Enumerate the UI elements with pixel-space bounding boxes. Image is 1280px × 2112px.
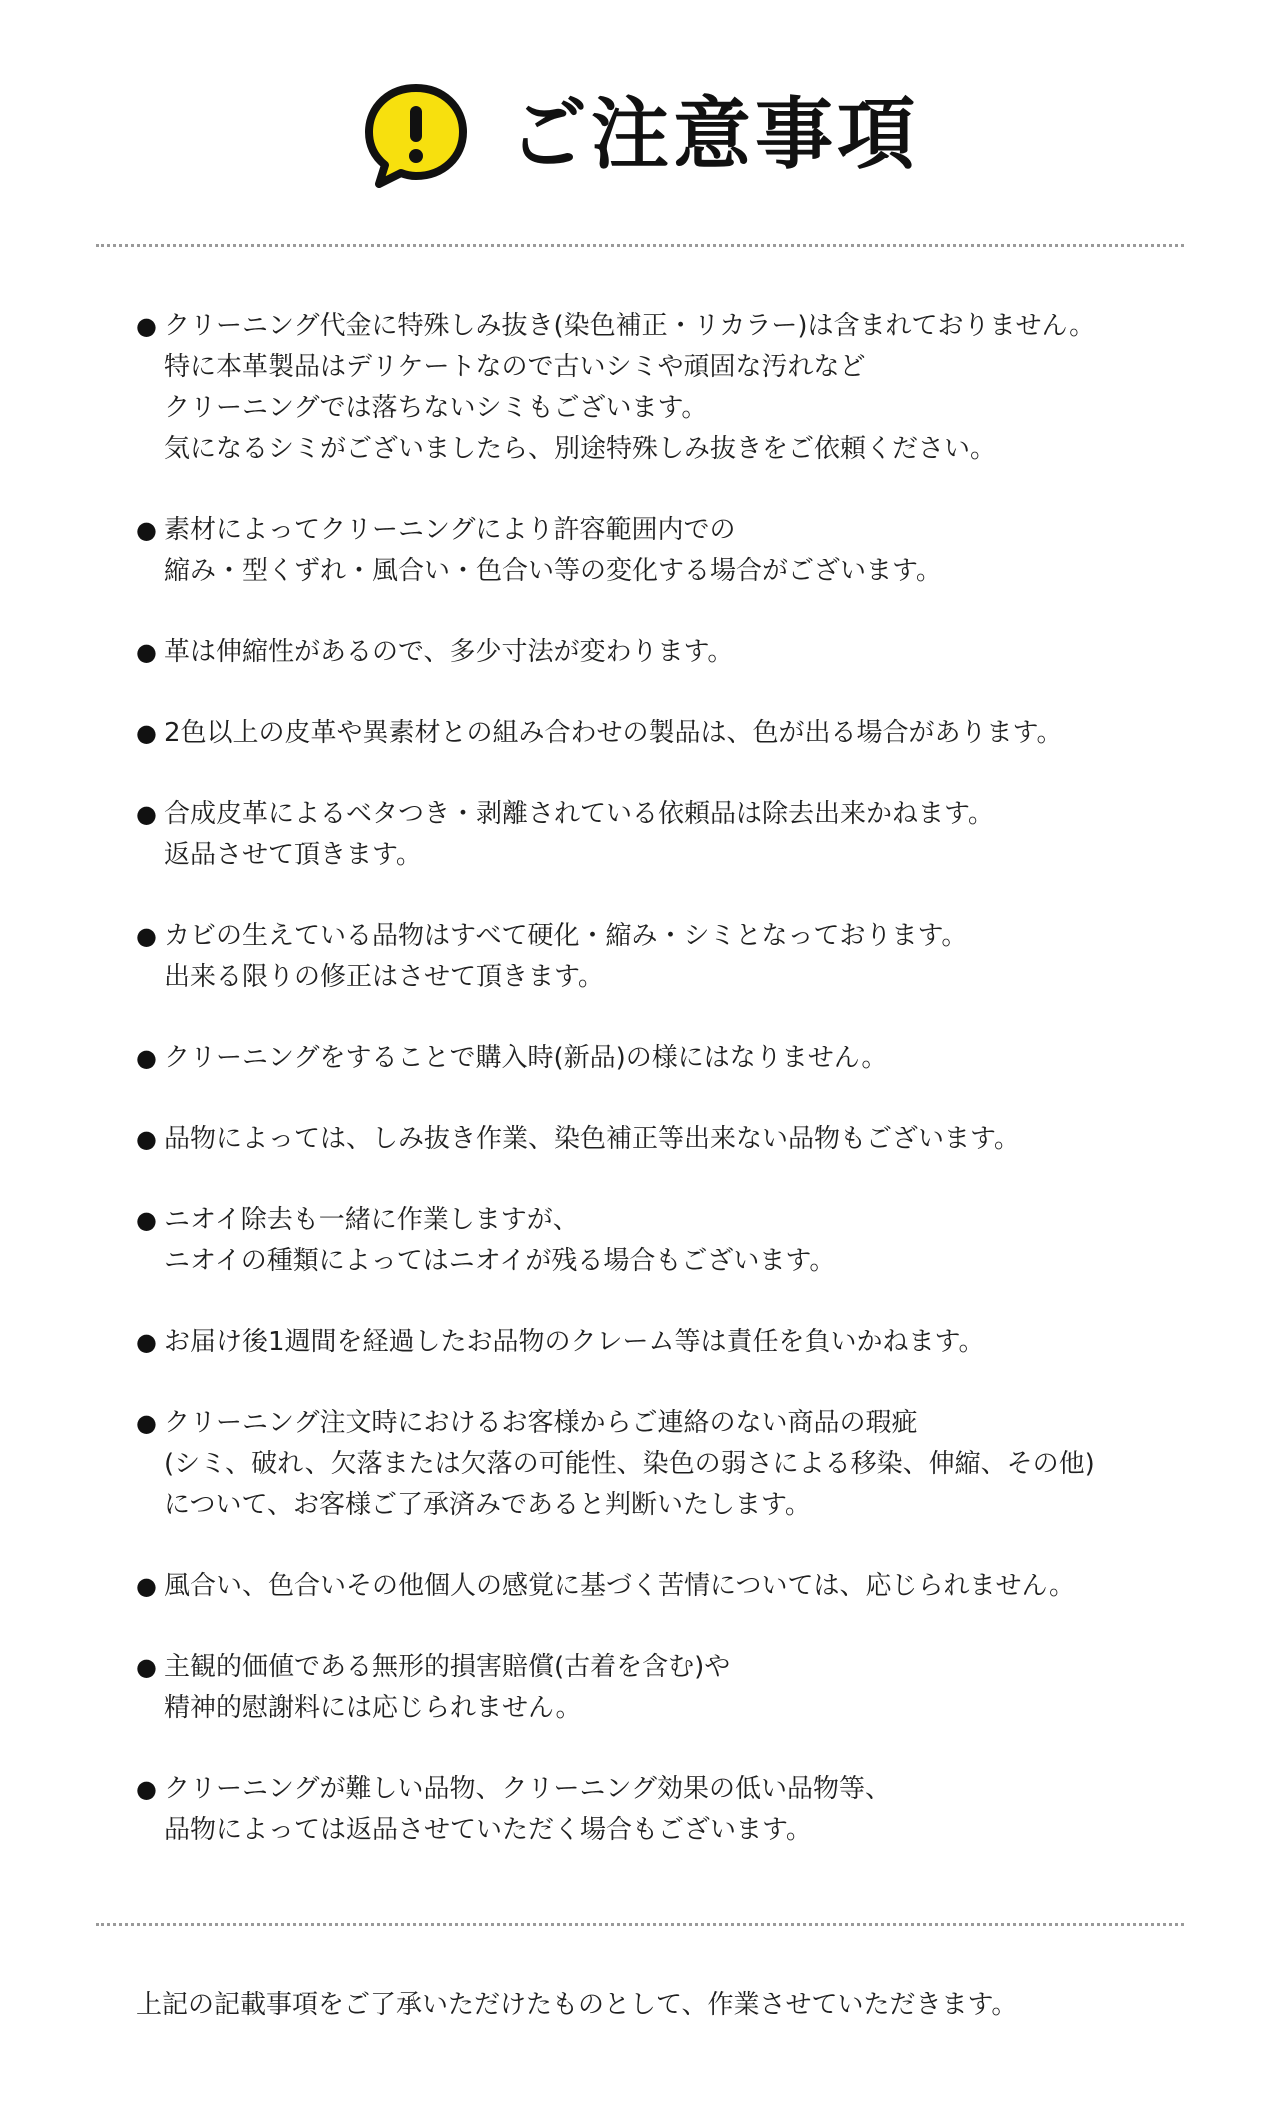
bullet-icon: ● (136, 719, 157, 747)
notice-text (164, 794, 1196, 876)
notice-line: 品物によっては、しみ抜き作業、染色補正等出来ない品物もございます。 (164, 1124, 1020, 1154)
bullet-icon: ● (136, 1125, 157, 1153)
notice-item (136, 1566, 1196, 1607)
page-header (0, 70, 1280, 200)
notice-list (136, 306, 1196, 1891)
bullet-icon: ● (136, 1206, 157, 1234)
bullet-icon: ● (136, 1409, 157, 1437)
notice-text (164, 632, 1196, 673)
notice-item (136, 1647, 1196, 1729)
notice-line: 合成皮革によるベタつき・剥離されている依頼品は除去出来かねます。 (164, 799, 994, 829)
bullet-icon: ● (136, 922, 157, 950)
notice-line: 主観的価値である無形的損害賠償(古着を含む)や (164, 1652, 731, 1682)
footer-note: 上記の記載事項をご了承いただけたものとして、作業させていただきます。 (136, 1990, 1018, 2020)
notice-item (136, 713, 1196, 754)
notice-text (164, 916, 1196, 998)
notice-line: クリーニングが難しい品物、クリーニング効果の低い品物等、 (164, 1774, 891, 1804)
bullet-icon: ● (136, 1572, 157, 1600)
notice-line: 特に本革製品はデリケートなので古いシミや頑固な汚れなど (164, 352, 866, 382)
notice-text (164, 1403, 1196, 1526)
notice-line: クリーニングをすることで購入時(新品)の様にはなりません。 (164, 1043, 888, 1073)
notice-line: 精神的慰謝料には応じられません。 (164, 1693, 582, 1723)
bullet-icon: ● (136, 1775, 157, 1803)
notice-line: 返品させて頂きます。 (164, 840, 422, 870)
notice-item (136, 1769, 1196, 1851)
notice-text (164, 1119, 1196, 1160)
notice-text (164, 1566, 1196, 1607)
notice-line: クリーニング注文時におけるお客様からご連絡のない商品の瑕疵 (164, 1408, 918, 1438)
notice-line: クリーニングでは落ちないシミもございます。 (164, 393, 708, 423)
notice-item (136, 1403, 1196, 1526)
notice-line: (シミ、破れ、欠落または欠落の可能性、染色の弱さによる移染、伸縮、その他) (164, 1449, 1095, 1479)
bullet-icon: ● (136, 312, 157, 340)
notice-line: について、お客様ご了承済みであると判断いたします。 (164, 1490, 811, 1520)
notice-text (164, 510, 1196, 592)
notice-item (136, 1322, 1196, 1363)
notice-line: 品物によっては返品させていただく場合もございます。 (164, 1815, 812, 1845)
notice-item (136, 510, 1196, 592)
notice-line: 出来る限りの修正はさせて頂きます。 (164, 962, 604, 992)
notice-line: 縮み・型くずれ・風合い・色合い等の変化する場合がございます。 (164, 556, 942, 586)
bullet-icon: ● (136, 800, 157, 828)
page-title: ご注意事項 (508, 90, 919, 180)
notice-text (164, 1200, 1196, 1282)
bullet-icon: ● (136, 1044, 157, 1072)
notice-line: クリーニング代金に特殊しみ抜き(染色補正・リカラー)は含まれておりません。 (164, 311, 1096, 341)
top-divider (96, 244, 1184, 247)
exclamation-speech-bubble-icon (361, 80, 471, 190)
notice-line: カビの生えている品物はすべて硬化・縮み・シミとなっております。 (164, 921, 968, 951)
notice-line: 革は伸縮性があるので、多少寸法が変わります。 (164, 637, 734, 667)
notice-text (164, 1322, 1196, 1363)
notice-line: ニオイの種類によってはニオイが残る場合もございます。 (164, 1246, 836, 1276)
bullet-icon: ● (136, 516, 157, 544)
notice-text (164, 1769, 1196, 1851)
notice-item (136, 916, 1196, 998)
notice-text (164, 1647, 1196, 1729)
notice-line: 気になるシミがございましたら、別途特殊しみ抜きをご依頼ください。 (164, 434, 997, 464)
bullet-icon: ● (136, 1653, 157, 1681)
notice-text (164, 713, 1196, 754)
notice-item (136, 1038, 1196, 1079)
notice-line: 素材によってクリーニングにより許容範囲内での (164, 515, 736, 545)
notice-item (136, 632, 1196, 673)
notice-line: 風合い、色合いその他個人の感覚に基づく苦情については、応じられません。 (164, 1571, 1076, 1601)
bottom-divider (96, 1923, 1184, 1926)
notice-item (136, 794, 1196, 876)
bullet-icon: ● (136, 638, 157, 666)
notice-line: ニオイ除去も一緒に作業しますが、 (164, 1205, 579, 1235)
notice-line: お届け後1週間を経過したお品物のクレーム等は責任を負いかねます。 (164, 1327, 985, 1357)
notice-text (164, 306, 1196, 470)
notice-item (136, 1119, 1196, 1160)
bullet-icon: ● (136, 1328, 157, 1356)
notice-item (136, 306, 1196, 470)
notice-item (136, 1200, 1196, 1282)
notice-line: 2色以上の皮革や異素材との組み合わせの製品は、色が出る場合があります。 (164, 718, 1063, 748)
notice-text (164, 1038, 1196, 1079)
